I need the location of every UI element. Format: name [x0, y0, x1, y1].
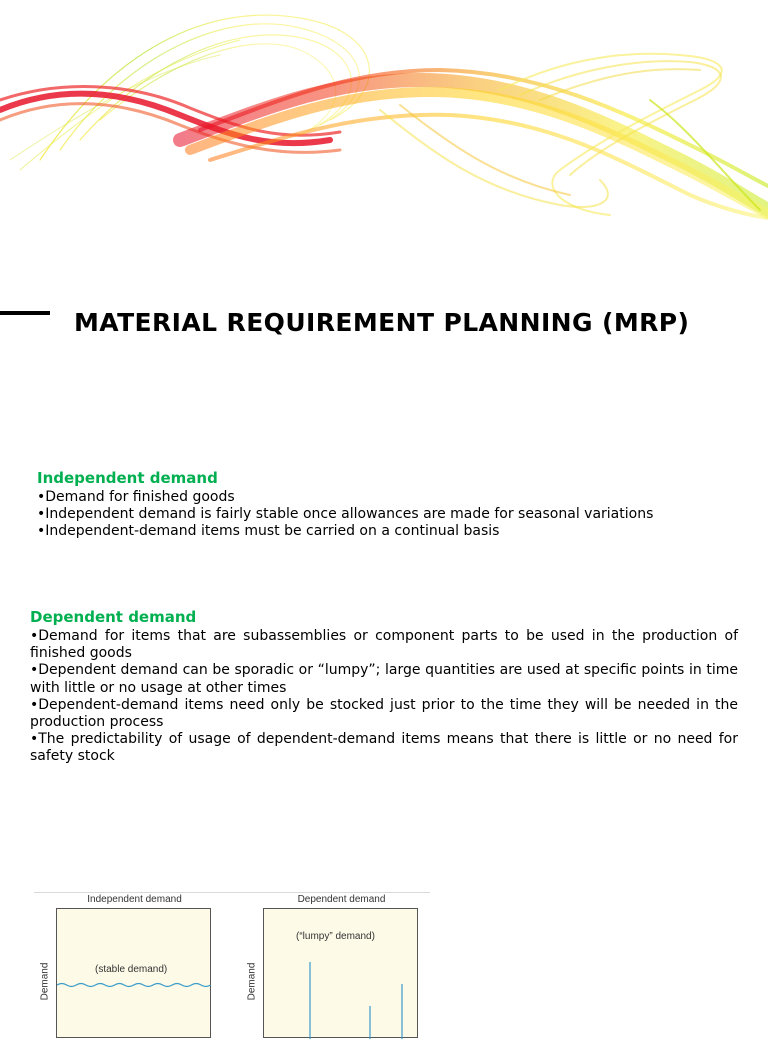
dependent-demand-section — [30, 608, 738, 766]
list-item: •Independent demand is fairly stable once allowances are made for seasonal variations — [37, 506, 654, 523]
page-title: MATERIAL REQUIREMENT PLANNING (MRP) — [74, 308, 690, 337]
dependent-demand-heading: Dependent demand — [30, 608, 197, 626]
title-accent-rule — [0, 311, 50, 315]
y-axis-label: Demand — [246, 962, 258, 1001]
list-item: •Demand for items that are subassemblies or component parts to be used in the production of finished goods — [30, 628, 738, 662]
y-axis-label: Demand — [39, 962, 51, 1001]
stable-demand-line — [57, 984, 211, 987]
list-item: •Demand for finished goods — [37, 489, 235, 505]
dependent-demand-list — [30, 628, 738, 766]
plot-area — [263, 908, 418, 1038]
independent-demand-heading: Independent demand — [37, 469, 218, 487]
panel-title: Independent demand — [87, 894, 182, 905]
panel-title: Dependent demand — [297, 894, 386, 905]
plot-annotation: (stable demand) — [95, 964, 168, 975]
independent-demand-list — [37, 489, 737, 541]
demand-comparison-figure — [34, 892, 430, 1024]
ribbon-banner-image — [0, 0, 768, 240]
plot-annotation: (“lumpy” demand) — [296, 931, 375, 942]
plot-area — [56, 908, 211, 1038]
independent-demand-panel — [34, 892, 219, 1024]
list-item: •Independent-demand items must be carried on a continual basis — [37, 523, 500, 540]
dependent-demand-panel — [241, 892, 426, 1024]
list-item: •Dependent-demand items need only be stocked just prior to the time they will be needed in the production process — [30, 696, 738, 731]
independent-demand-section — [37, 469, 737, 541]
list-item: •Dependent demand can be sporadic or “lumpy”; large quantities are used at specific points in time with little or no usage at other times — [30, 662, 738, 696]
list-item: •The predictability of usage of dependent-demand items means that there is little or no need for safety stock — [30, 731, 738, 765]
lumpy-demand-plot — [264, 909, 419, 1039]
